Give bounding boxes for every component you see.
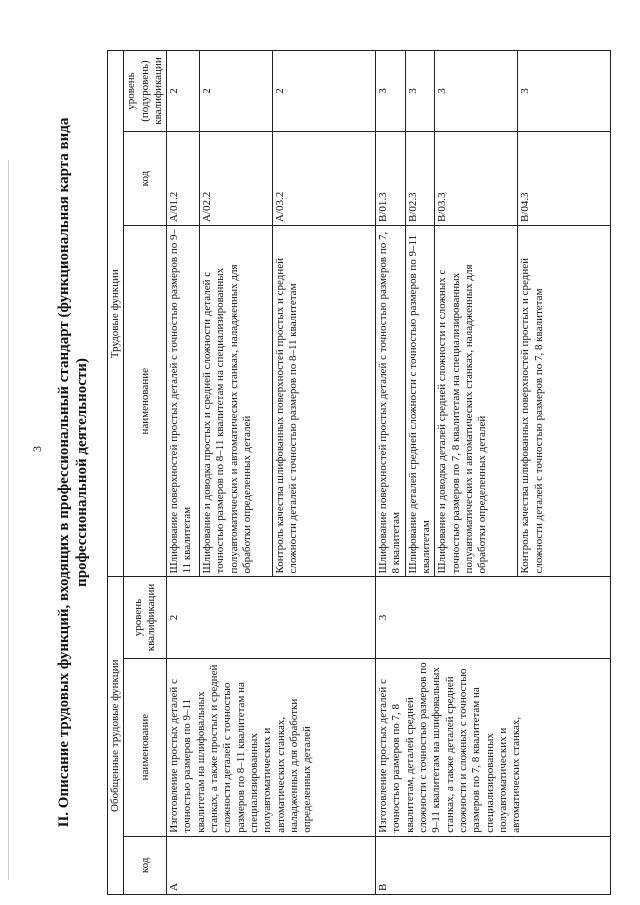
func-name: Шлифование деталей средней сложности с точностью размеров по 9–11 квалитетам <box>405 226 435 577</box>
gen-code-a: A <box>167 836 376 894</box>
func-code: A/02.2 <box>200 132 273 226</box>
header-generalized: Обобщенные трудовые функции <box>108 577 124 895</box>
func-level: 2 <box>273 51 376 132</box>
func-name: Шлифование и доводка деталей средней сложности и сложных с точностью размеров по 7, 8 квалитетам на специализированных полуавтоматических и автоматических станках, наладженных для обработки определенных деталей <box>435 226 518 577</box>
header-columns-row <box>124 51 167 895</box>
func-name: Шлифование поверхностей простых деталей с точностью размеров по 7, 8 квалитетам <box>376 226 406 577</box>
func-level: 3 <box>435 51 518 132</box>
gen-level-b: 3 <box>376 577 611 658</box>
func-level: 3 <box>518 51 611 132</box>
gen-name-a: Изготовление простых деталей с точностью размеров по 9–11 квалитетам на шлифовальных станках, а также простых и средней сложности деталей с точностью размеров по 8–11 квалитетам на специализированных полуавтоматических и автоматических станках, наладженных для обработки определенных деталей <box>167 658 376 836</box>
func-name: Контроль качества шлифованных поверхностей простых и средней сложности деталей с точностью размеров по 7, 8 квалитетам <box>518 226 611 577</box>
header-function-code: код <box>124 132 167 226</box>
func-level: 2 <box>167 51 200 132</box>
header-level: уровень квалификации <box>124 577 167 658</box>
header-sublevel: уровень (подуровень) квалификации <box>124 51 167 132</box>
page-number: 3 <box>30 446 44 452</box>
func-name: Шлифование поверхностей простых деталей с точностью размеров по 9–11 квалитетам <box>167 226 200 577</box>
header-name: наименование <box>124 658 167 836</box>
func-name: Контроль качества шлифованных поверхностей простых и средней сложности деталей с точностью размеров по 8–11 квалитетам <box>273 226 376 577</box>
table-row <box>167 51 200 895</box>
func-code: B/02.3 <box>405 132 435 226</box>
section-title: II. Описание трудовых функций, входящих в профессиональный стандарт (функциональная карта вида профессиональной деятельности) <box>56 117 90 828</box>
header-code: код <box>124 836 167 894</box>
gen-level-a: 2 <box>167 577 376 658</box>
gen-name-b: Изготовление простых деталей с точностью размеров по 7, 8 квалитетам, деталей средней сложности с точностью размеров по 9–11 квалитетам на шлифовальных станках, а также деталей средней сложности и сложных с точностью размеров по 7, 8 квалитетам на специализированных полуавтоматических и автоматических станках, <box>376 658 611 836</box>
func-code: B/03.3 <box>435 132 518 226</box>
header-function-name: наименование <box>124 226 167 577</box>
func-level: 2 <box>200 51 273 132</box>
gen-code-b: B <box>376 836 611 894</box>
header-group-row <box>108 51 124 895</box>
func-name: Шлифование и доводка простых и средней сложности деталей с точностью размеров по 8–11 квалитетам на специализированных полуавтоматических и автоматических станках, наладженных для обработки определенных деталей <box>200 226 273 577</box>
func-code: A/03.2 <box>273 132 376 226</box>
func-level: 3 <box>405 51 435 132</box>
scan-edge-line <box>8 160 9 880</box>
table-row <box>376 51 406 895</box>
header-labor-functions: Трудовые функции <box>108 51 124 578</box>
func-level: 3 <box>376 51 406 132</box>
func-code: B/01.3 <box>376 132 406 226</box>
rotated-page-content <box>55 50 595 895</box>
func-code: B/04.3 <box>518 132 611 226</box>
func-code: A/01.2 <box>167 132 200 226</box>
functional-map-table <box>107 50 611 895</box>
